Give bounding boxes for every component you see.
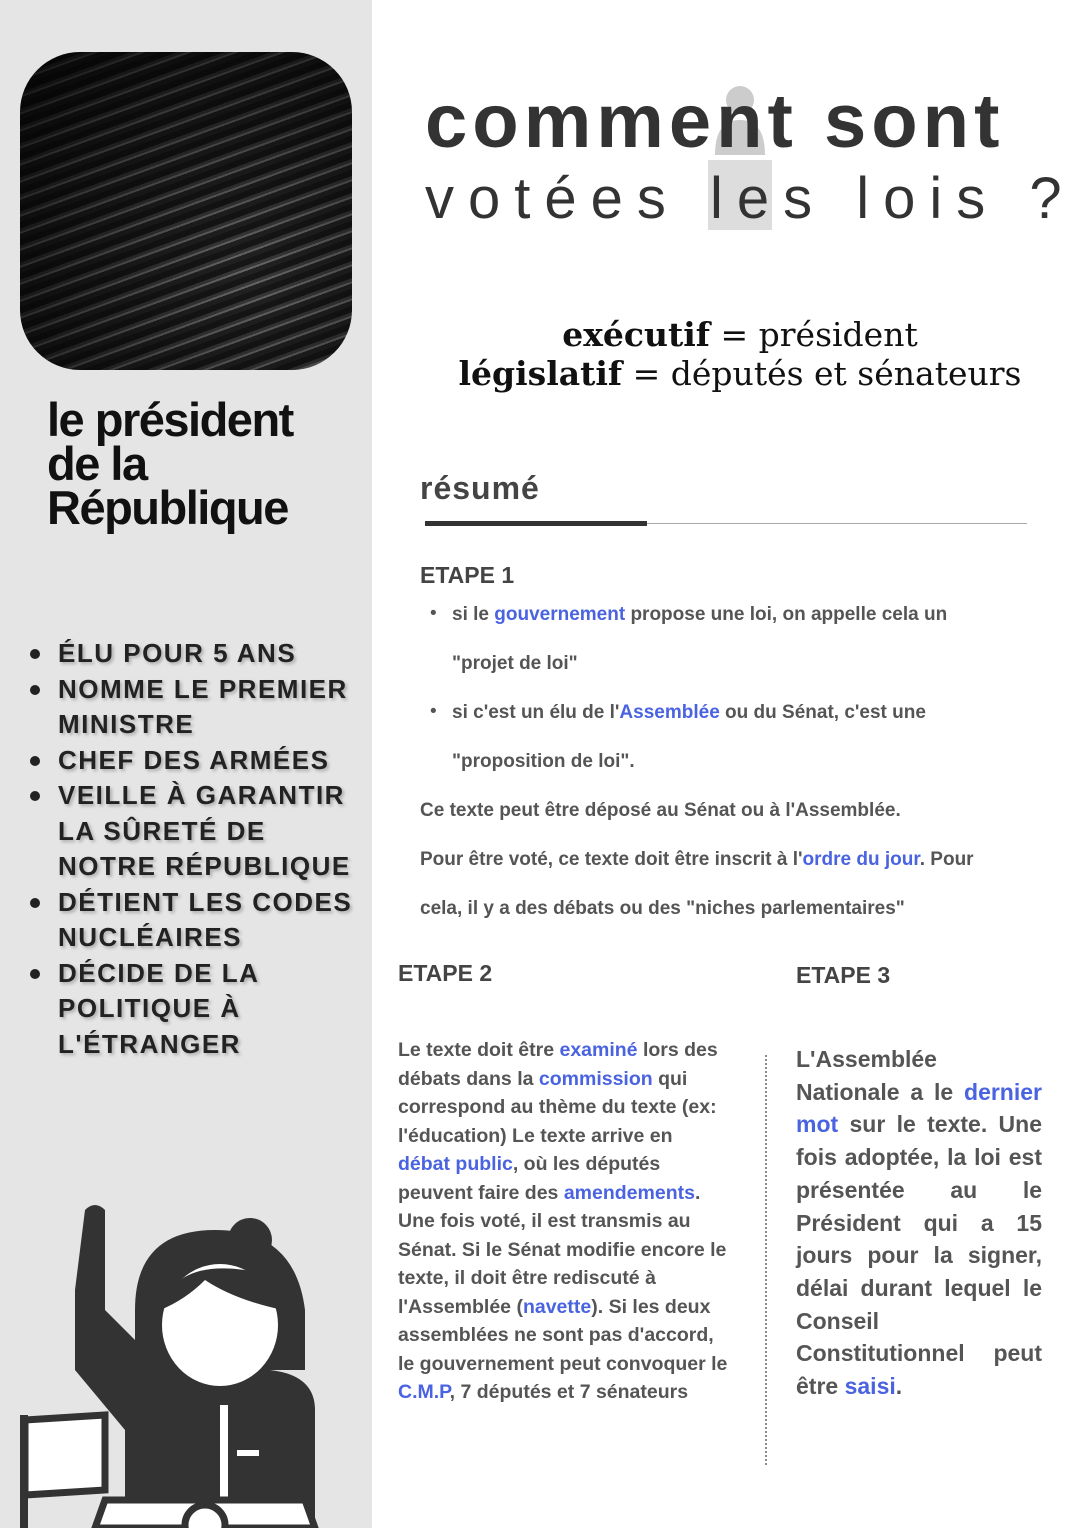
text-segment: lors des débats dans la	[398, 1039, 718, 1090]
bullet: •	[430, 603, 437, 624]
highlighted-term: Assemblée	[619, 702, 720, 723]
definition-legislative	[420, 354, 1060, 393]
etape1-line	[420, 849, 974, 871]
text-segment: Pour être voté, ce texte doit être inscrit à l'	[420, 849, 803, 870]
role-item: CHEF DES ARMÉES	[28, 743, 358, 779]
text-segment: . Une fois voté, il est transmis au Sénat. Si le Sénat modifie encore le texte, il doit être rediscuté à l'Assemblée (	[398, 1181, 727, 1318]
etape1-line	[420, 800, 901, 822]
highlighted-term: débat public	[398, 1153, 513, 1175]
sidebar	[0, 0, 372, 1528]
heading-underline	[425, 521, 647, 526]
text-segment: Le texte doit être	[398, 1039, 560, 1061]
highlighted-term: commission	[538, 1067, 653, 1090]
text-segment: ou du Sénat, c'est une	[719, 702, 926, 723]
assembly-photo	[20, 52, 352, 370]
sidebar-title	[47, 393, 293, 534]
etape2-text	[398, 1036, 728, 1407]
highlighted-term: navette	[522, 1295, 592, 1318]
highlighted-term: ordre du jour	[802, 849, 920, 870]
title-line: de la	[47, 437, 147, 490]
title-line: le président	[47, 393, 293, 446]
highlighted-term: dernier mot	[796, 1078, 1042, 1138]
etape3-title: ETAPE 3	[796, 962, 891, 988]
definition-value: président	[758, 315, 918, 354]
etape1-line	[452, 702, 926, 724]
etape1-line	[452, 604, 947, 626]
text-segment: L'Assemblée Nationale a le	[796, 1046, 965, 1105]
text-segment: , 7 députés et 7 sénateurs	[449, 1381, 689, 1403]
text-segment: , où les députés peuvent faire des	[398, 1153, 661, 1204]
voter-raising-hand-illustration	[15, 1200, 355, 1528]
equals: =	[710, 315, 759, 354]
page-title-line1: comment sont	[425, 79, 1005, 164]
roles-list	[28, 636, 358, 1062]
etape1-title: ETAPE 1	[420, 562, 515, 588]
highlighted-term: examiné	[559, 1039, 638, 1061]
role-item: VEILLE À GARANTIR LA SÛRETÉ DE NOTRE RÉPUBLIQUE	[28, 778, 358, 885]
equals: =	[622, 354, 671, 393]
text-segment: "proposition de loi".	[452, 751, 635, 772]
title-line: République	[47, 481, 288, 534]
text-segment: cela, il y a des débats ou des "niches parlementaires"	[420, 898, 905, 919]
role-item: DÉTIENT LES CODES NUCLÉAIRES	[28, 885, 358, 956]
text-segment: si c'est un élu de l'	[452, 702, 620, 723]
role-item: NOMME LE PREMIER MINISTRE	[28, 672, 358, 743]
highlighted-term: C.M.P	[398, 1381, 450, 1403]
text-segment: qui correspond au thème du texte (ex: l'éducation) Le texte arrive en	[398, 1067, 717, 1147]
etape1-line	[420, 898, 905, 920]
role-item: ÉLU POUR 5 ANS	[28, 636, 358, 672]
etape3-text	[796, 1043, 1042, 1403]
resume-heading: résumé	[420, 470, 540, 506]
etape1-line	[452, 653, 578, 675]
highlighted-term: gouvernement	[494, 604, 626, 625]
highlighted-term: amendements	[563, 1181, 695, 1204]
text-segment: propose une loi, on appelle cela un	[625, 604, 948, 625]
definition-executive	[420, 315, 1060, 354]
text-segment: Ce texte peut être déposé au Sénat ou à l'Assemblée.	[420, 800, 901, 821]
highlighted-term: saisi	[844, 1373, 896, 1400]
role-item: DÉCIDE DE LA POLITIQUE À L'ÉTRANGER	[28, 956, 358, 1063]
definition-term: exécutif	[562, 315, 710, 354]
text-segment: "projet de loi"	[452, 653, 578, 674]
etape1-line	[452, 751, 635, 773]
text-segment: . Pour	[919, 849, 974, 870]
bullet: •	[430, 701, 437, 722]
definition-value: députés et sénateurs	[670, 354, 1022, 393]
text-segment: ). Si les deux assemblées ne sont pas d'accord, le gouvernement peut convoquer le	[398, 1295, 728, 1375]
definition-term: législatif	[458, 354, 623, 393]
divider	[647, 523, 1027, 524]
page-title-line2: votées les lois ?	[425, 166, 1076, 231]
text-segment: si le	[452, 604, 495, 625]
text-segment: sur le texte. Une fois adoptée, la loi est présentée au le Président qui a 15 jours pour la signer, délai durant lequel le Conseil Constitutionnel peut être	[796, 1111, 1042, 1400]
text-segment: .	[895, 1373, 903, 1400]
column-divider	[765, 1055, 767, 1465]
etape2-title: ETAPE 2	[398, 960, 493, 986]
